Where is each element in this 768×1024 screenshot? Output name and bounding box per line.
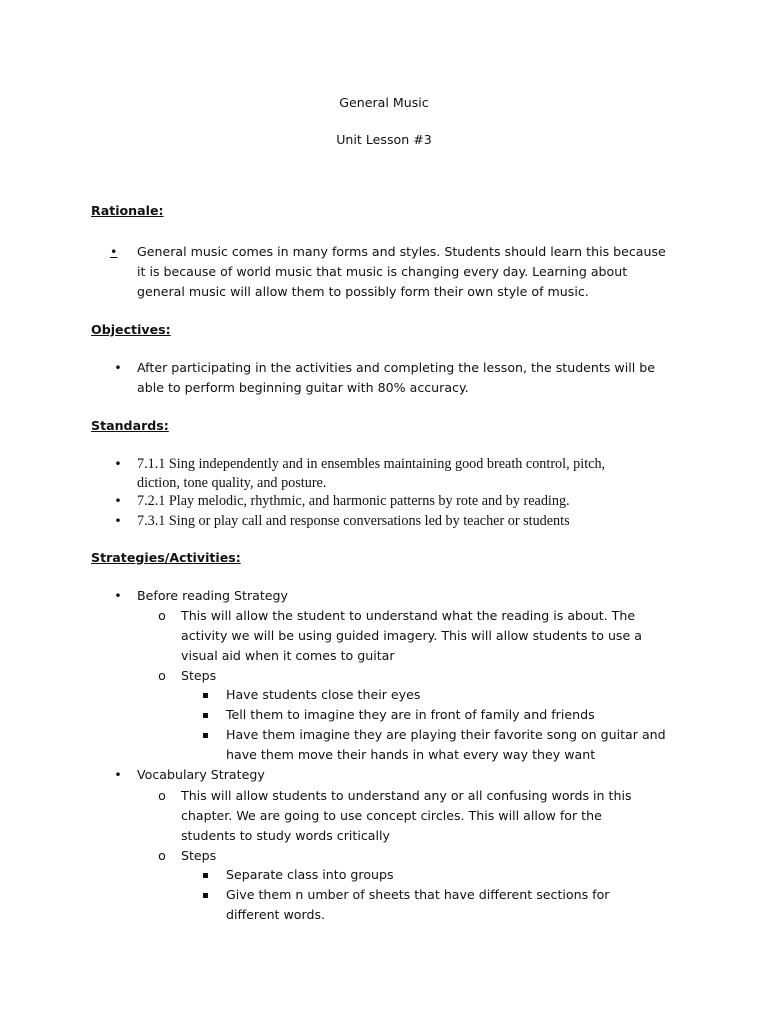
before-step-3-line-1: Have them imagine they are playing their favorite song on guitar and [226, 727, 666, 742]
strategy-vocab-bullet: • [114, 767, 122, 782]
square-bullet-icon [203, 713, 208, 718]
standard-1-line-1: 7.1.1 Sing independently and in ensembles maintaining good breath control, pitch, [137, 456, 606, 472]
strategy-before-bullet: • [114, 588, 122, 603]
rationale-heading: Rationale: [91, 203, 164, 218]
document-title: General Music [339, 95, 429, 110]
vocab-step-1: Separate class into groups [226, 867, 394, 882]
vocab-step-2-line-1: Give them n umber of sheets that have different sections for [226, 887, 610, 902]
square-bullet-icon [203, 873, 208, 878]
vocab-steps-label: Steps [181, 848, 217, 863]
before-step-1: Have students close their eyes [226, 687, 421, 702]
before-step-2: Tell them to imagine they are in front of family and friends [226, 707, 595, 722]
rationale-line-1: General music comes in many forms and styles. Students should learn this because [137, 244, 666, 259]
standard-3-line-1: 7.3.1 Sing or play call and response conversations led by teacher or students [137, 513, 570, 529]
before-desc-bullet: o [158, 608, 166, 623]
standard-1-line-2: diction, tone quality, and posture. [137, 475, 327, 491]
objectives-line-1: After participating in the activities and completing the lesson, the students will be [137, 360, 655, 375]
rationale-line-3: general music will allow them to possibly form their own style of music. [137, 284, 589, 299]
before-desc-line-1: This will allow the student to understand what the reading is about. The [181, 608, 636, 623]
before-step-3-line-2: have them move their hands in what every way they want [226, 747, 596, 762]
objectives-bullet: • [114, 360, 122, 375]
before-desc-line-3: visual aid when it comes to guitar [181, 648, 395, 663]
objectives-heading: Objectives: [91, 322, 171, 337]
square-bullet-icon [203, 893, 208, 898]
vocab-desc-line-3: students to study words critically [181, 828, 390, 843]
document-subtitle: Unit Lesson #3 [336, 132, 432, 147]
standard-2-line-1: 7.2.1 Play melodic, rhythmic, and harmonic patterns by rote and by reading. [137, 493, 570, 509]
square-bullet-icon [203, 693, 208, 698]
strategy-before-label: Before reading Strategy [137, 588, 288, 603]
rationale-bullet: • [110, 244, 118, 259]
vocab-desc-line-2: chapter. We are going to use concept circles. This will allow for the [181, 808, 602, 823]
vocab-step-2-line-2: different words. [226, 907, 326, 922]
before-steps-label: Steps [181, 668, 217, 683]
before-steps-bullet: o [158, 668, 166, 683]
strategy-vocab-label: Vocabulary Strategy [137, 767, 265, 782]
standards-heading: Standards: [91, 418, 169, 433]
square-bullet-icon [203, 733, 208, 738]
standards-bullet-3: • [114, 513, 122, 528]
rationale-line-2: it is because of world music that music is changing every day. Learning about [137, 264, 628, 279]
vocab-steps-bullet: o [158, 848, 166, 863]
vocab-desc-bullet: o [158, 788, 166, 803]
objectives-line-2: able to perform beginning guitar with 80% accuracy. [137, 380, 469, 395]
vocab-desc-line-1: This will allow students to understand any or all confusing words in this [181, 788, 632, 803]
standards-bullet-1: • [114, 456, 122, 471]
before-desc-line-2: activity we will be using guided imagery. This will allow students to use a [181, 628, 642, 643]
strategies-heading: Strategies/Activities: [91, 550, 241, 565]
standards-bullet-2: • [114, 493, 122, 508]
